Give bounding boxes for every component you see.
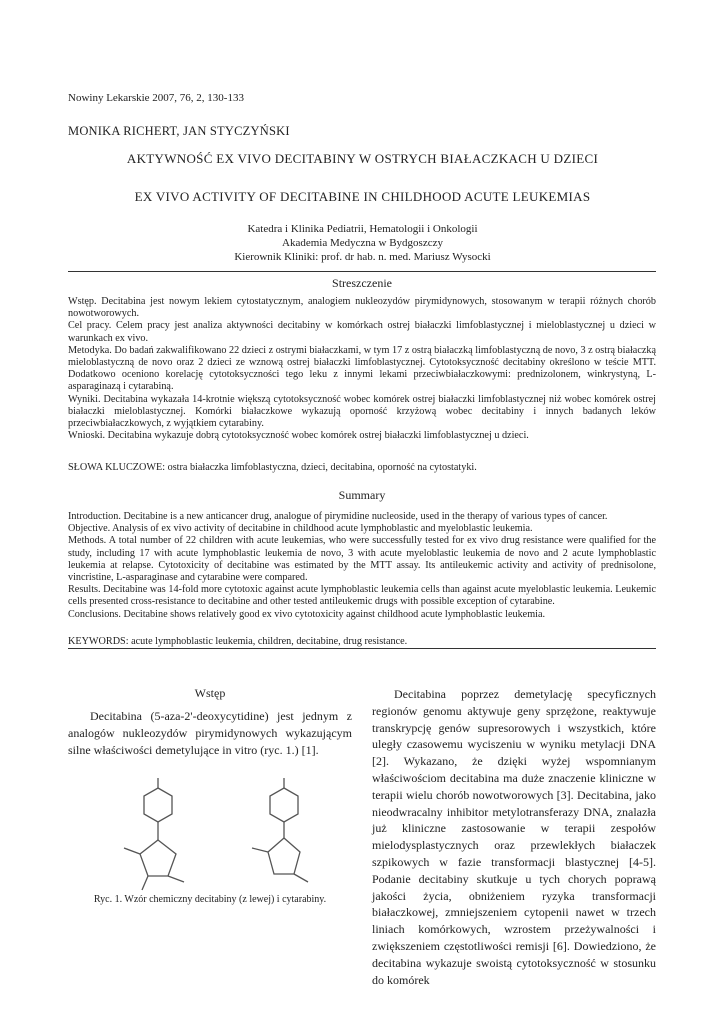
summary-paragraph: Introduction. Decitabine is a new anticancer drug, analogue of pirymidine nucleoside, used in the therapy of various types of cancer. <box>68 511 608 522</box>
streszczenie-paragraph: Cel pracy. Celem pracy jest analiza aktywności decitabiny w komórkach ostrej białaczki limfoblastycznej i mieloblastycznej u dzieci w warunkach ex vivo. <box>68 320 656 344</box>
streszczenie-paragraph: Wnioski. Decitabina wykazuje dobrą cytotoksyczność wobec komórek ostrej białaczki limfoblastycznej u dzieci. <box>68 430 529 442</box>
streszczenie-body <box>68 296 656 442</box>
summary-paragraph: Objective. Analysis of ex vivo activity of decitabine in childhood acute lymphoblastic and myeloblastic leukemia. <box>68 523 533 535</box>
divider <box>68 271 656 272</box>
left-column <box>68 686 352 758</box>
streszczenie-heading: Streszczenie <box>332 276 392 290</box>
chemical-structure-figure <box>88 778 334 892</box>
summary-paragraph: Methods. A total number of 22 children with acute leukemias, who were successfully tested for ex vivo drug resistance were qualified for the study, including 17 with acute lymphoblastic leukemia de novo, 3 with acute myeloblastic leukemia de novo and 2 acute lymphoblastic leukemia at relapse. Cytotoxicity of decitabine was estimated by the MTT assay. Its antileukemic activity and activity of prednisolone, vincristine, L-asparaginase and cytarabine were compared. <box>68 535 656 584</box>
intro-paragraph: Decitabina (5-aza-2'-deoxycytidine) jest jednym z analogów nukleozydów pirymidynowych wykazującym silne właściwości demetylujące in vitro (ryc. 1.) [1]. <box>68 709 352 757</box>
summary-paragraph: Conclusions. Decitabine shows relatively good ex vivo cytotoxicity against childhood acute lymphoblastic leukemia. <box>68 608 546 620</box>
affiliation-line: Katedra i Klinika Pediatrii, Hematologii i Onkologii <box>247 223 478 235</box>
streszczenie-keywords: SŁOWA KLUCZOWE: ostra białaczka limfoblastyczna, dzieci, decitabina, oporność na cytostatyki. <box>68 462 477 473</box>
summary-paragraph: Results. Decitabine was 14-fold more cytotoxic against acute lymphoblastic leukemia cells than against acute myeloblastic leukemia. Leukemic cells presented cross-resistance to decitabine and other tested antileukemic drugs with possible exception of cytarabine. <box>68 584 656 608</box>
body-paragraph: Decitabina poprzez demetylację specyficznych regionów genomu aktywuje geny sprzężone, reaktywuje transkrypcję genów supresorowych i wszystkich, które uległy czasowemu wyciszeniu w wyniku metylacji DNA [2]. Wykazano, że dzięki wyżej wspomnianym właściwościom decitabina ma duże znaczenie kliniczne w terapii wielu chorób nowotworowych [3]. Decitabina, jako nieodwracalny inhibitor metylotransferazy DNA, znalazła już kliniczne zastosowanie w terapii zespołów mielodysplastycznych oraz przewlekłych białaczek szpikowych w fazie transformacji blastycznej [4-5]. Podanie decitabiny skutkuje u tych chorych poprawą jakości życia, obniżeniem ryzyka transformacji białaczkowej, zmniejszeniem cytopenii nawet w trzech liniach komórkowych, wzrostem przeżywalności i zwiększeniem częstotliwości remisji [6]. Dowiedziono, że decitabina wykazuje swoistą cytotoksyczność w stosunku do komórek <box>372 687 656 987</box>
title-english: EX VIVO ACTIVITY OF DECITABINE IN CHILDHOOD ACUTE LEUKEMIAS <box>134 189 591 204</box>
affiliation-line: Akademia Medyczna w Bydgoszczy <box>282 237 443 249</box>
streszczenie-paragraph: Wstęp. Decitabina jest nowym lekiem cytostatycznym, analogiem nukleozydów pirymidynowych, stosowanym w terapii różnych chorób nowotworowych. <box>68 296 656 320</box>
streszczenie-paragraph: Metodyka. Do badań zakwalifikowano 22 dzieci z ostrymi białaczkami, w tym 17 z ostrą białaczką limfoblastyczną de novo, 3 z ostrą białaczką mieloblastyczną de novo oraz 2 dzieci ze wznową ostrej białaczki limfoblastycznej. Cytotoksyczność decitabiny określono w teście MTT. Dodatkowo oceniono korelację cytotoksyczności tego leku z innymi lekami przeciwbiałaczkowymi: prednizolonem, winkrystyną, L-asparaginazą i cytarabiną. <box>68 344 656 393</box>
figure-caption: Ryc. 1. Wzór chemiczny decitabiny (z lewej) i cytarabiny. <box>93 894 327 905</box>
decitabine-structure <box>124 778 184 890</box>
journal-citation: Nowiny Lekarskie 2007, 76, 2, 130-133 <box>68 92 244 104</box>
title-polish: AKTYWNOŚĆ EX VIVO DECITABINY W OSTRYCH BIAŁACZKACH U DZIECI <box>126 151 599 166</box>
summary-body <box>68 511 656 621</box>
wstep-heading: Wstęp <box>194 686 226 700</box>
authors: MONIKA RICHERT, JAN STYCZYŃSKI <box>68 124 290 138</box>
summary-heading: Summary <box>338 488 386 502</box>
cytarabine-structure <box>252 778 308 882</box>
streszczenie-paragraph: Wyniki. Decitabina wykazała 14-krotnie większą cytotoksyczność wobec komórek ostrej białaczki limfoblastycznej niż wobec komórek ostrej białaczki mieloblastycznej. Komórki białaczkowe wykazują oporność krzyżową wobec decitabiny i innych badanych leków przeciwbiałaczkowych, z wyjątkiem cytarabiny. <box>68 393 656 430</box>
affiliation <box>0 222 725 264</box>
summary-keywords: KEYWORDS: acute lymphoblastic leukemia, children, decitabine, drug resistance. <box>68 636 408 647</box>
right-column <box>372 686 656 988</box>
divider <box>68 648 656 649</box>
affiliation-line: Kierownik Kliniki: prof. dr hab. n. med. Mariusz Wysocki <box>234 251 491 263</box>
